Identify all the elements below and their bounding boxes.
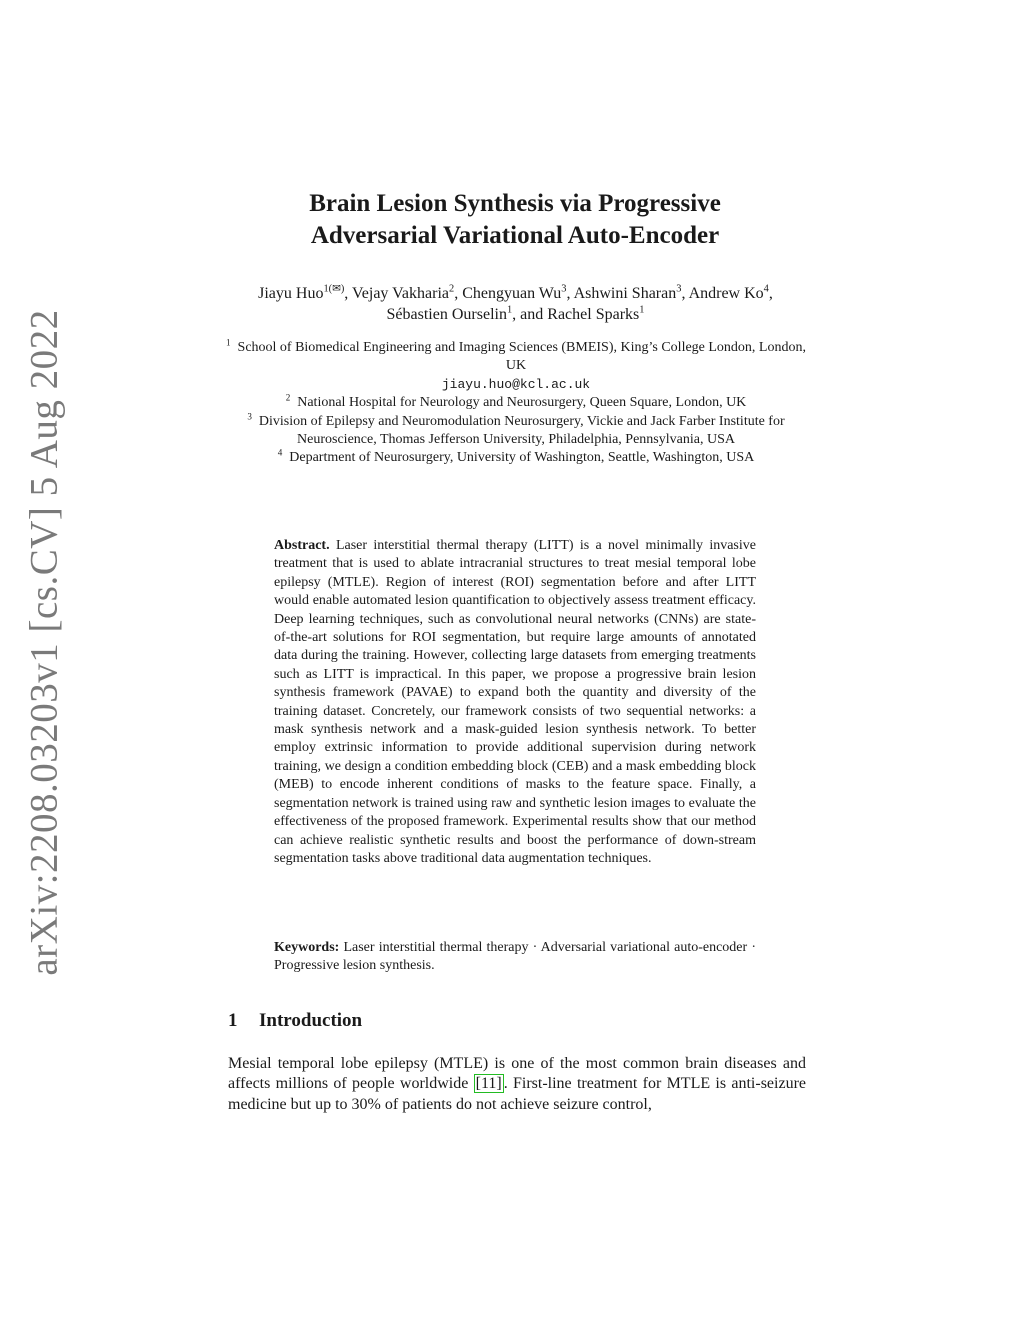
author-affiliation-mark: 2 <box>449 283 455 295</box>
citation-link[interactable]: [11] <box>475 1075 502 1093</box>
keyword-separator: · <box>747 940 756 955</box>
author-affiliation-mark: 3 <box>676 283 682 295</box>
section-number: 1 <box>228 1010 238 1031</box>
author-name: Andrew Ko <box>688 285 764 302</box>
affiliation-3 <box>224 410 808 450</box>
affiliation-text: Department of Neurosurgery, University of Washington, Seattle, Washington, USA <box>289 450 755 466</box>
affiliation-number: 3 <box>247 410 252 421</box>
affiliation-number: 1 <box>225 337 231 348</box>
affiliation-1 <box>224 339 808 394</box>
abstract-label: Abstract. <box>274 538 330 553</box>
author-name: Jiayu Huo <box>258 285 324 302</box>
author-conjunction: and <box>520 306 544 323</box>
abstract-text: Laser interstitial thermal therapy (LITT) is a novel minimally invasive treatment that is used to ablate intracranial structures to treat mesial temporal lobe epilepsy (MTLE). Region of interest (ROI) segmentation before and after LITT would enable automated lesion quantification to objectively assess treatment efficacy. Deep learning techniques, such as convolutional neural networks (CNNs) are state-of-the-art solutions for ROI segmentation, but require large amounts of annotated data during the training. However, collecting large datasets from emerging treatments such as LITT is impractical. In this paper, we propose a progressive brain lesion synthesis framework (PAVAE) to expand both the quantity and diversity of the training dataset. Concretely, our framework consists of two sequential networks: a mask synthesis network and a mask-guided lesion synthesis network. To better employ extrinsic information to provide additional supervision during network training, we design a condition embedding block (CEB) and a mask embedding block (MEB) to encode inherent conditions of masks to the feature space. Finally, a segmentation network is trained using raw and synthetic lesion images to evaluate the effectiveness of the proposed framework. Experimental results show that our method can achieve realistic synthetic results and boost the performance of down-stream segmentation tasks above traditional data augmentation techniques. <box>274 538 756 866</box>
title-line-2: Adversarial Variational Auto-Encoder <box>310 222 720 249</box>
affiliation-4 <box>224 449 808 467</box>
intro-text: . First-line treatment for MTLE is anti-seizure medicine but up to 30% of patients do not achieve seizure control, <box>228 1075 807 1113</box>
affiliation-number: 2 <box>285 392 291 403</box>
keyword-separator: · <box>528 940 541 955</box>
paper-title <box>215 188 815 252</box>
arxiv-identifier: arXiv:2208.03203v1 [cs.CV] 5 Aug 2022 <box>22 309 66 976</box>
affiliation-text: National Hospital for Neurology and Neurosurgery, Queen Square, London, UK <box>297 395 747 411</box>
affiliation-number: 4 <box>277 447 283 458</box>
introduction-paragraph <box>228 1054 806 1115</box>
author-affiliation-mark: 3 <box>561 283 567 295</box>
section-heading-introduction <box>228 1010 362 1032</box>
intro-text: Mesial temporal lobe epilepsy (MTLE) is one of the most common brain diseases and affects millions of people worldwide <box>228 1055 806 1093</box>
affiliation-text: School of Biomedical Engineering and Imaging Sciences (BMEIS), King’s College London, London, UK <box>237 340 806 374</box>
affiliation-list <box>224 339 808 468</box>
keyword-item: Progressive lesion synthesis. <box>274 958 435 974</box>
author-affiliation-mark: 1 <box>506 304 513 316</box>
author-affiliation-mark: 1 <box>639 304 645 316</box>
abstract <box>274 537 756 868</box>
contact-email[interactable]: jiayu.huo@kcl.ac.uk <box>441 376 591 392</box>
keywords <box>274 939 756 976</box>
section-title: Introduction <box>259 1010 363 1031</box>
keyword-item: Laser interstitial thermal therapy <box>343 940 529 955</box>
author-name: Ashwini Sharan <box>573 285 677 302</box>
arxiv-sidebar <box>14 309 74 976</box>
author-name: Chengyuan Wu <box>462 285 562 302</box>
keyword-item: Adversarial variational auto-encoder <box>540 940 748 955</box>
author-affiliation-mark: 4 <box>763 283 769 295</box>
author-affiliation-mark: 1(✉) <box>323 283 345 295</box>
author-list: Jiayu Huo$^{1(✉)}$, Vejay Vakharia$^2$, Chengyuan Wu$^3$, Ashwini Sharan$^3$, Andrew Ko$^4$, Sébastien Ourselin$^1$, and Rachel Sparks$^1$ <box>258 283 773 323</box>
affiliation-text: Division of Epilepsy and Neuromodulation Neurosurgery, Vickie and Jack Farber Institute for Neuroscience, Thomas Jefferson University, Philadelphia, Pennsylvania, USA <box>258 413 785 448</box>
title-line-1: Brain Lesion Synthesis via Progressive <box>309 190 721 217</box>
keywords-label: Keywords: <box>274 940 340 955</box>
author-name: Rachel Sparks <box>547 306 640 323</box>
affiliation-2 <box>224 394 808 412</box>
author-name: Sébastien Ourselin <box>386 306 507 323</box>
author-name: Vejay Vakharia <box>352 285 449 302</box>
